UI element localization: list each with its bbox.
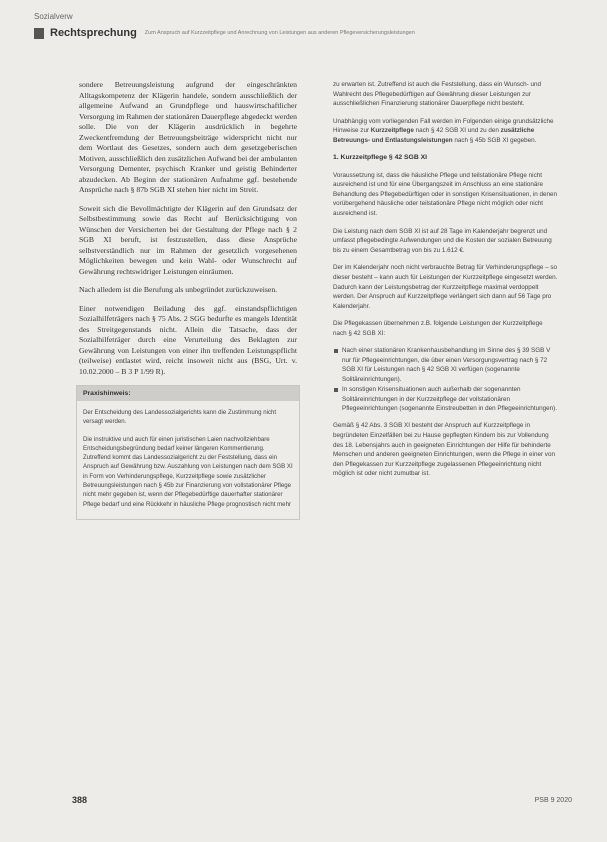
header-title: Rechtsprechung: [50, 27, 137, 39]
right-p2-bold-1: Kurzzeitpflege: [370, 127, 414, 135]
journal-reference: PSB 9 2020: [534, 797, 572, 804]
right-p2-text-a: Unabhängig vom vorliegenden Fall werden im Folgenden einige grundsätzliche Hinweise zur: [333, 117, 554, 135]
right-paragraph-5: Der im Kalenderjahr noch nicht verbrauchte Betrag für Verhinderungspflege – so dieser besteht – kann auch für Leistungen der Kurzzeitpflege eingesetzt werden. Dadurch kann der Leistungsbetrag der Kurzzeitpflege maximal verdoppelt werden. Der Anspruch auf Kurzzeitpflege verlängert sich dann auf 56 Tage pro Kalenderjahr.: [333, 264, 558, 310]
right-p2-text-d: nach § 45b SGB XI gegeben.: [452, 136, 537, 144]
benefits-list: [333, 346, 558, 413]
right-column: [333, 80, 558, 487]
practice-note-paragraph-2: Die instruktive und auch für einen juristischen Laien nachvollziehbare Entscheidungsbegründung bedarf keiner längeren Kommentierung. Zutreffend kommt das Landessozialgericht zu der Feststellung, dass ein Anspruch auf Gewährung bzw. Auszahlung von Leistungen nach dem SGB XI in Form von Verhinderungspflege, Kurzzeitpflege sowie zusätzlicher Betreuungsleistungen nach § 45b zur Finanzierung von vollstationärer Pflege nicht mehr gegeben ist, wenn der Pflegebedürftige dauerhafter stationärer Pflege bedarf und eine Rückkehr in häusliche Pflege prognostisch nicht mehr: [83, 435, 293, 508]
right-p2-text-c: nach § 42 SGB XI und zu den: [413, 127, 501, 135]
right-paragraph-7: Gemäß § 42 Abs. 3 SGB XI besteht der Anspruch auf Kurzzeitpflege in begründeten Einzelfällen bei zu Hause gepflegten Kindern bis zur Vollendung des 18. Lebensjahrs auch in geeigneten Einrichtungen der Hilfe für behinderte Menschen und anderen geeigneten Einrichtungen, wenn die Pflege in einer von den Pflegekassen zur Kurzzeitpflege zugelassenen Pflegeeinrichtung nicht möglich ist oder nicht zumutbar ist.: [333, 422, 555, 478]
left-paragraph-3: Nach alledem ist die Berufung als unbegründet zurückzuweisen.: [79, 285, 278, 294]
practice-note-box: [76, 385, 300, 520]
right-paragraph-4: Die Leistung nach dem SGB XI ist auf 28 Tage im Kalenderjahr begrenzt und umfasst pflegebedingte Aufwendungen und die Kosten der sozialen Betreuung bis zu einem Gesamtbetrag von bis zu 1.612 €.: [333, 227, 552, 254]
right-paragraph-1: zu erwarten ist. Zutreffend ist auch die Feststellung, dass ein Wunsch- und Wahlrecht des Pflegebedürftigen auf Gewährung dieser Leistungen zur ausschließlichen Finanzierung stationärer Dauerpflege nicht besteht.: [333, 81, 542, 108]
right-paragraph-2: [333, 117, 558, 146]
header-subtitle: Zum Anspruch auf Kurzzeitpflege und Anrechnung von Leistungen aus anderen Pflegeversicherungsleistungen: [144, 30, 415, 36]
left-paragraph-4: Einer notwendigen Beiladung des ggf. einstandspflichtigen Sozialhilfeträgers nach § 75 Abs. 2 SGG bedurfte es mangels Identität des Streitgegenstands nicht. Allein die Tatsache, dass der Sozialhilfeträger durch eine Verurteilung des Beklagten zur Gewährung von Leistungen von einer ihn treffenden Leistungspflicht (teilweise) entlastet wird, reicht insoweit nicht aus (BSG, Urt. v. 10.02.2000 – B 3 P 1/99 R).: [79, 303, 297, 376]
page-header: [34, 27, 577, 39]
section-label: Sozialverw: [34, 12, 73, 21]
right-paragraph-3: Voraussetzung ist, dass die häusliche Pflege und teilstationäre Pflege nicht ausreichend ist und für eine Übergangszeit im Anschluss an eine stationäre Behandlung des Pflegebedürftigen oder in sonstigen Krisensituationen, in denen vorübergehend häusliche oder teilstationäre Pflege nicht möglich oder nicht ausreichend ist.: [333, 171, 558, 217]
right-paragraph-6: Die Pflegekassen übernehmen z.B. folgende Leistungen der Kurzzeitpflege nach § 42 SGB XI:: [333, 320, 543, 337]
right-p2-bold-2: zusätzliche Betreuungs- und Entlastungsleistungen: [333, 127, 535, 144]
page-number: 388: [72, 795, 88, 805]
left-column: [79, 80, 297, 520]
practice-note-paragraph-1: Der Entscheidung des Landessozialgerichts kann die Zustimmung nicht versagt werden.: [83, 409, 277, 426]
left-paragraph-2: Soweit sich die Bevollmächtigte der Klägerin auf den Grundsatz der Selbstbestimmung sowie das Recht auf Berücksichtigung von Wünschen der Versicherten bei der Gestaltung der Pflege nach § 2 SGB XI beruft, ist festzustellen, dass diese Ansprüche selbstverständlich nur im Rahmen der gesetzlich vorgesehenen Möglichkeiten bewegen und kein Wahl- oder Wunschrecht auf Gewährung rechtswidriger Leistungen einräumen.: [79, 203, 297, 276]
left-paragraph-1: sondere Betreuungsleistung aufgrund der eingeschränkten Alltagskompetenz der Klägerin handele, sondern ausschließlich der allgemeine Aufwand an Grundpflege und hauswirtschaftlicher Versorgung im Rahmen der stationären Dauerpflege abgedeckt werden solle. Die von der Klägerin ausdrücklich in begehrte Zweckentfremdung der Betreuungsbeiträge widerspricht nicht nur dem Wortlaut des Gesetzes, sondern auch dem gesetzgeberischen Motiven, ausschließlich den zusätzlichen Aufwand bei der ambulanten Versorgung Dementer, psychisch Kranker und geistig Behinderter abzudecken. Ab Beginn der stationären Aufnahme ggf. bestehende Ansprüche nach § 87b SGB XI stehen hier nicht im Streit.: [79, 80, 297, 194]
list-item: Nach einer stationären Krankenhausbehandlung im Sinne des § 39 SGB V nur für Pflegeeinrichtungen, die über einen Versorgungsvertrag nach § 72 SGB XI für Leistungen nach § 42 SGB XI verfügen (sogenannte Solitäreinrichtungen).: [333, 346, 558, 384]
practice-note-title: Praxishinweis:: [77, 386, 299, 401]
section-heading-kurzzeitpflege: 1. Kurzzeitpflege § 42 SGB XI: [333, 153, 428, 161]
list-item: In sonstigen Krisensituationen auch außerhalb der sogenannten Solitäreinrichtungen in der Kurzzeitpflege der vollstationären Pflegeeinrichtungen (sogenannte Einstreubetten in den Pflegeeinrichtungen).: [333, 385, 558, 413]
practice-note-body: [77, 401, 299, 519]
header-bar-marker: [34, 28, 44, 39]
